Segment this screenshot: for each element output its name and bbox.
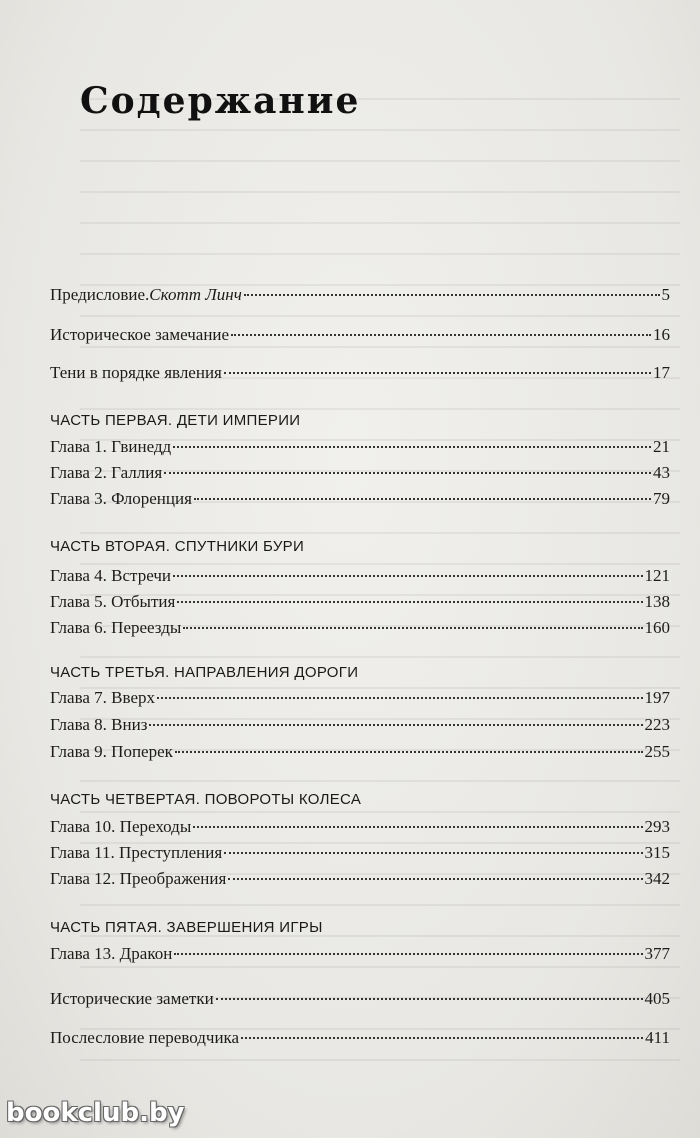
toc-entry-shadows bbox=[50, 363, 670, 383]
part-heading: ЧАСТЬ ВТОРАЯ. СПУТНИКИ БУРИ bbox=[50, 538, 305, 555]
dot-leader bbox=[228, 878, 642, 880]
entry-page: 293 bbox=[644, 817, 670, 836]
toc-entry-chapter bbox=[50, 843, 670, 863]
toc-entry-preface bbox=[50, 285, 670, 305]
entry-page: 16 bbox=[653, 325, 670, 344]
toc-entry-afterword bbox=[50, 1028, 670, 1048]
dot-leader bbox=[224, 852, 642, 854]
entry-label: Глава 8. Вниз bbox=[50, 715, 148, 734]
entry-page: 405 bbox=[644, 989, 670, 1008]
part-heading: ЧАСТЬ ПЯТАЯ. ЗАВЕРШЕНИЯ ИГРЫ bbox=[50, 919, 323, 936]
dot-leader bbox=[216, 998, 643, 1000]
entry-label: Глава 9. Поперек bbox=[50, 742, 173, 761]
toc-entry-chapter bbox=[50, 869, 670, 889]
dot-leader bbox=[174, 953, 642, 955]
entry-label: Глава 7. Вверх bbox=[50, 688, 155, 707]
toc-entry-chapter bbox=[50, 566, 670, 586]
part-heading: ЧАСТЬ ПЕРВАЯ. ДЕТИ ИМПЕРИИ bbox=[50, 412, 301, 429]
entry-author: Скотт Линч bbox=[149, 285, 242, 304]
toc-entry-historical-notes bbox=[50, 989, 670, 1009]
entry-page: 223 bbox=[644, 715, 670, 734]
toc-entry-historical-note bbox=[50, 325, 670, 345]
entry-label: Глава 3. Флоренция bbox=[50, 489, 192, 508]
entry-label: Глава 1. Гвинедд bbox=[50, 437, 172, 456]
toc-entry-chapter bbox=[50, 463, 670, 483]
entry-label: Глава 2. Галлия bbox=[50, 463, 163, 482]
toc-entry-chapter bbox=[50, 817, 670, 837]
entry-page: 255 bbox=[644, 742, 670, 761]
dot-leader bbox=[173, 446, 651, 448]
toc-entry-chapter bbox=[50, 715, 670, 735]
toc-entry-chapter bbox=[50, 592, 670, 612]
entry-page: 411 bbox=[645, 1028, 670, 1047]
entry-label: Исторические заметки bbox=[50, 989, 214, 1008]
entry-label: Глава 13. Дракон bbox=[50, 944, 173, 963]
entry-label: Историческое замечание bbox=[50, 325, 230, 344]
dot-leader bbox=[244, 294, 660, 296]
dot-leader bbox=[224, 372, 651, 374]
dot-leader bbox=[241, 1037, 643, 1039]
entry-label: Предисловие. bbox=[50, 285, 150, 304]
dot-leader bbox=[231, 334, 651, 336]
dot-leader bbox=[173, 575, 643, 577]
entry-page: 21 bbox=[653, 437, 670, 456]
dot-leader bbox=[164, 472, 651, 474]
entry-page: 160 bbox=[644, 618, 670, 637]
page-title: Содержание bbox=[80, 80, 361, 122]
part-heading: ЧАСТЬ ТРЕТЬЯ. НАПРАВЛЕНИЯ ДОРОГИ bbox=[50, 664, 359, 681]
entry-label: Послесловие переводчика bbox=[50, 1028, 240, 1047]
entry-page: 79 bbox=[653, 489, 670, 508]
entry-label: Тени в порядке явления bbox=[50, 363, 222, 382]
entry-page: 5 bbox=[661, 285, 670, 304]
toc-entry-chapter bbox=[50, 618, 670, 638]
toc-entry-chapter bbox=[50, 944, 670, 964]
entry-label: Глава 11. Преступления bbox=[50, 843, 223, 862]
dot-leader bbox=[193, 826, 642, 828]
entry-page: 197 bbox=[644, 688, 670, 707]
entry-label: Глава 10. Переходы bbox=[50, 817, 192, 836]
dot-leader bbox=[175, 751, 643, 753]
toc-entry-chapter bbox=[50, 489, 670, 509]
toc-entry-chapter bbox=[50, 437, 670, 457]
dot-leader bbox=[157, 697, 643, 699]
toc-entry-chapter bbox=[50, 742, 670, 762]
entry-page: 342 bbox=[644, 869, 670, 888]
entry-page: 377 bbox=[644, 944, 670, 963]
entry-label: Глава 4. Встречи bbox=[50, 566, 171, 585]
site-watermark: bookclub.by bbox=[6, 1098, 185, 1128]
entry-page: 17 bbox=[653, 363, 670, 382]
entry-page: 138 bbox=[644, 592, 670, 611]
entry-page: 315 bbox=[644, 843, 670, 862]
dot-leader bbox=[183, 627, 642, 629]
toc-entry-chapter bbox=[50, 688, 670, 708]
dot-leader bbox=[177, 601, 642, 603]
entry-page: 43 bbox=[653, 463, 670, 482]
part-heading: ЧАСТЬ ЧЕТВЕРТАЯ. ПОВОРОТЫ КОЛЕСА bbox=[50, 791, 362, 808]
dot-leader bbox=[194, 498, 651, 500]
dot-leader bbox=[149, 724, 642, 726]
entry-label: Глава 5. Отбытия bbox=[50, 592, 176, 611]
entry-label: Глава 6. Переезды bbox=[50, 618, 182, 637]
entry-page: 121 bbox=[644, 566, 670, 585]
entry-label: Глава 12. Преображения bbox=[50, 869, 227, 888]
